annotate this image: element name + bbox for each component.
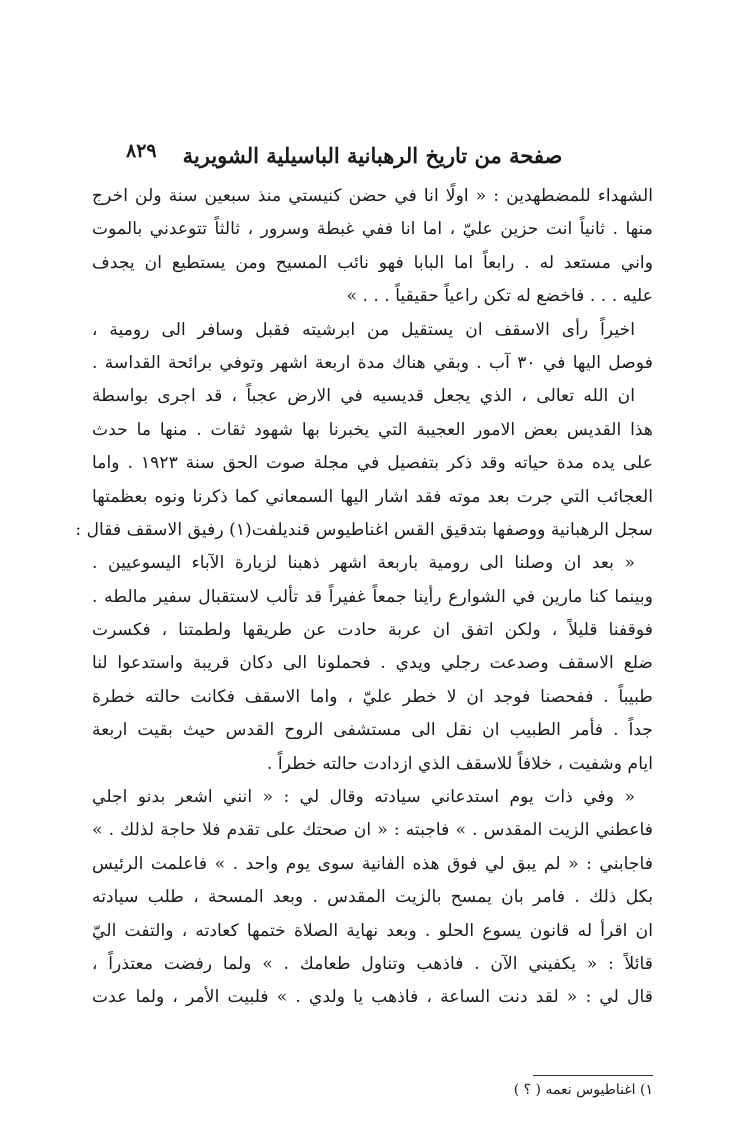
text-line: « بعد ان وصلنا الى رومية باربعة اشهر ذهبنا لزيارة الآباء اليسوعيين . — [92, 553, 635, 574]
text-line: منها . ثانياً انت حزين عليّ ، اما انا ففي غبطة وسرور ، ثالثاً تتوعدني بالموت — [92, 219, 653, 240]
text-line: قائلاً : « يكفيني الآن . فاذهب وتناول طعامك . » ولما رفضت معتذراً ، — [92, 953, 653, 974]
text-line: بكل ذلك . فامر بان يمسح بالزيت المقدس . وبعد المسحة ، طلب سيادته — [92, 887, 653, 908]
footnote-rule — [533, 1075, 653, 1076]
body-text — [75, 180, 653, 1015]
text-line: « وفي ذات يوم استدعاني سيادته وقال لي : « انني اشعر بدنو اجلي — [92, 787, 635, 808]
text-line: العجائب التي جرت بعد موته فقد اشار اليها السمعاني كما ذكرنا ونوه بعظمتها — [92, 486, 653, 507]
text-line: عليه . . . فاخضع له تكن راعياً حقيقياً . . . » — [346, 286, 653, 307]
text-line: واني مستعد له . رابعاً اما البابا فهو نائب المسيح ومن يستطيع ان يجدف — [92, 252, 653, 273]
text-line: طبيباً . ففحصنا فوجد ان لا خطر عليّ ، واما الاسقف فكانت حالته خطرة — [92, 686, 653, 707]
text-line: فوصل اليها في ٣٠ آب . وبقي هناك مدة اربعة اشهر وتوفي برائحة القداسة . — [92, 352, 653, 373]
text-line: سجل الرهبانية ووصفها بتدقيق القس اغناطيوس قنديلفت(١) رفيق الاسقف فقال : — [75, 519, 653, 540]
running-title: صفحة من تاريخ الرهبانية الباسيلية الشويرية — [182, 142, 563, 168]
running-header — [96, 138, 649, 172]
text-line: قال لي : « لقد دنت الساعة ، فاذهب يا ولدي . » فلبيت الأمر ، ولما عدت — [92, 987, 653, 1008]
text-line: فاجابني : « لم يبق لي فوق هذه الفانية سوى يوم واحد . » فاعلمت الرئيس — [92, 853, 653, 874]
text-line: وبينما كنا مارين في الشوارع رأينا جمعاً غفيراً قد تألب لاستقبال سفير مالطه . — [92, 586, 653, 607]
text-line: ايام وشفيت ، خلافاً للاسقف الذي ازدادت حالته خطراً . — [266, 753, 653, 774]
text-line: على يده مدة حياته وقد ذكر بتفصيل في مجلة صوت الحق سنة ١٩٢٣ . واما — [92, 453, 653, 474]
text-line: اخيراً رأى الاسقف ان يستقيل من ابرشيته فقبل وسافر الى رومية ، — [92, 319, 635, 340]
footnote: ١) اغناطيوس نعمه ( ؟ ) — [513, 1082, 653, 1098]
text-line: ان الله تعالى ، الذي يجعل قديسيه في الارض عجباً ، قد اجرى بواسطة — [92, 386, 635, 407]
text-line: الشهداء للمضطهدين : « اولًا انا في حضن كنيستي منذ سبعين سنة ولن اخرج — [92, 186, 653, 206]
text-line: هذا القديس بعض الامور العجيبة التي يخبرنا بها شهود ثقات . منها ما حدث — [92, 419, 653, 440]
page-number: ٨٢٩ — [126, 140, 157, 162]
text-line: ضلع الاسقف وصدعت رجلي ويدي . فحملونا الى دكان قريبة واستدعوا لنا — [92, 653, 653, 674]
text-line: ان اقرأ له قانون يسوع الحلو . وبعد نهاية الصلاة ختمها كعادته ، والتفت اليّ — [92, 920, 653, 941]
text-line: فوقفنا قليلاً ، ولكن اتفق ان عربة حادت عن طريقها ولطمتنا ، فكسرت — [92, 620, 653, 641]
text-line: فاعطني الزيت المقدس . » فاجبته : « ان صحتك على تقدم فلا حاجة لذلك . » — [92, 820, 653, 841]
text-line: جداً . فأمر الطبيب ان نقل الى مستشفى الروح القدس حيث بقيت اربعة — [92, 720, 653, 741]
